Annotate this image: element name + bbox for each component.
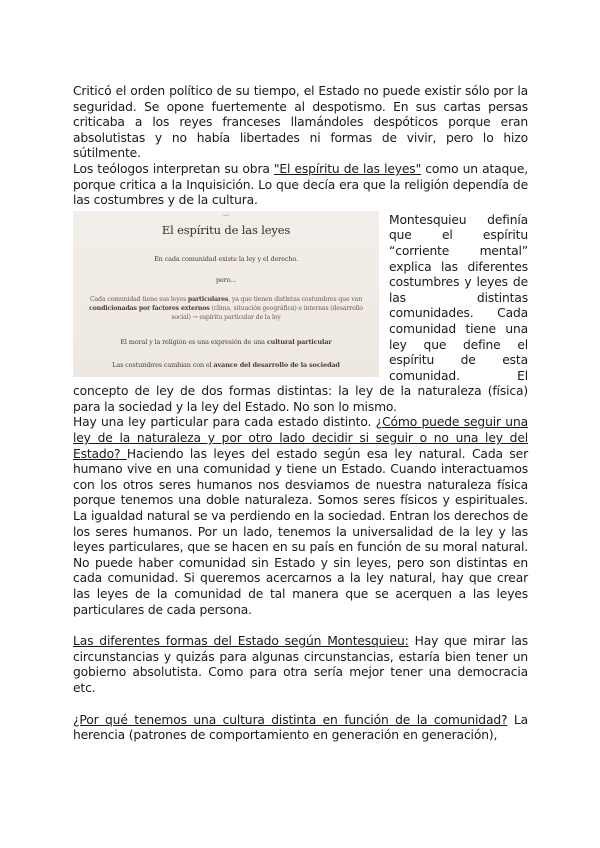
paragraph-theologians [73,162,528,209]
paragraph-spirit: Montesquieu definía que el espíritu “corriente mental” explica las diferentes costumbres y leyes de las distintas comunidades. Cada comunidad tiene una ley que define el espíritu de esta comunidad. El concepto de ley de dos formas distintas: la ley de la naturaleza (física) para la sociedad y la ley del Estado. No son lo mismo. [73,212,528,414]
state-forms-heading: Las diferentes formas del Estado según Montesquieu: [73,634,409,649]
paragraph-criticism: Criticó el orden político de su tiempo, el Estado no puede existir sólo por la seguridad. Se opone fuertemente al despotismo. En sus cartas persas criticaba a los reyes franceses llamándoles despóticos porque eran absolutistas y no había libertades ni formas de vivir, pero lo hizo sútilmente. [73,84,528,161]
culture-body: La herencia (patrones de comportamiento en generación en generación), [73,712,528,743]
paragraph-particular-law [73,415,528,618]
state-forms-body: Hay que mirar las circunstancias y quizás para algunas circunstancias, estaría bien tener un gobierno absolutista. Como para otra sería mejor tener una democracia etc. [73,634,528,695]
paragraph-state-forms [73,634,528,696]
slide-line-4: El moral y la religión es una expresión de una cultural particular [120,337,332,346]
paragraph-culture [73,713,528,744]
slide-line-1: En cada comunidad existe la ley y el derecho. [154,254,298,263]
slide-line-2: pero... [215,275,237,284]
slide-line-5: Las costumbres cambian con el avance del desarrollo de la sociedad [112,360,340,369]
particular-law-intro: Hay una ley particular para cada estado distinto. [73,415,376,430]
document-body [73,84,528,744]
slide-ornament-icon: ⌣ [222,206,230,221]
slide-line-3: Cada comunidad tiene sus leyes particulares, ya que tienen distintas costumbres que van condicionadas por factores externos (clima, situación geográfica) e internas (desarrollo social) → espíritu particular de la ley [89,295,363,321]
natural-law-question: ¿Cómo puede seguir una ley de la naturaleza y por otro lado decidir si seguir o no una ley del Estado? [73,415,528,461]
book-title-link: "El espíritu de las leyes" [273,161,422,176]
theologians-text-start: Los teólogos interpretan su obra [73,161,274,176]
particular-law-body: Haciendo las leyes del estado según esa ley natural. Cada ser humano vive en una comunidad y tiene un Estado. Cuando interactuamos con los otros seres humanos nos desviamos de nuestra naturaleza física porque tenemos una doble naturaleza. Somos seres físicos y espirituales. La igualdad natural se va perdiendo en la sociedad. Entran los derechos de los seres humanos. Por un lado, tenemos la universalidad de la ley y las leyes particulares, que se hacen en su país en función de su moral natural. No puede haber comunidad sin Estado y sin leyes, pero son distintas en cada comunidad. Si queremos acercarnos a la ley natural, hay que crear las leyes de la comunidad de tal manera que se acerquen a las leyes particulares de cada persona. [73,446,528,617]
culture-question-heading: ¿Por qué tenemos una cultura distinta en función de la comunidad? [73,712,508,727]
theologians-text-end: como un ataque, porque critica a la Inquisición. Lo que decía era que la religión dependía de las costumbres y de la cultura. [73,161,528,208]
spirit-of-laws-slide-image [73,206,379,377]
slide-title: El espíritu de las leyes [161,222,291,237]
